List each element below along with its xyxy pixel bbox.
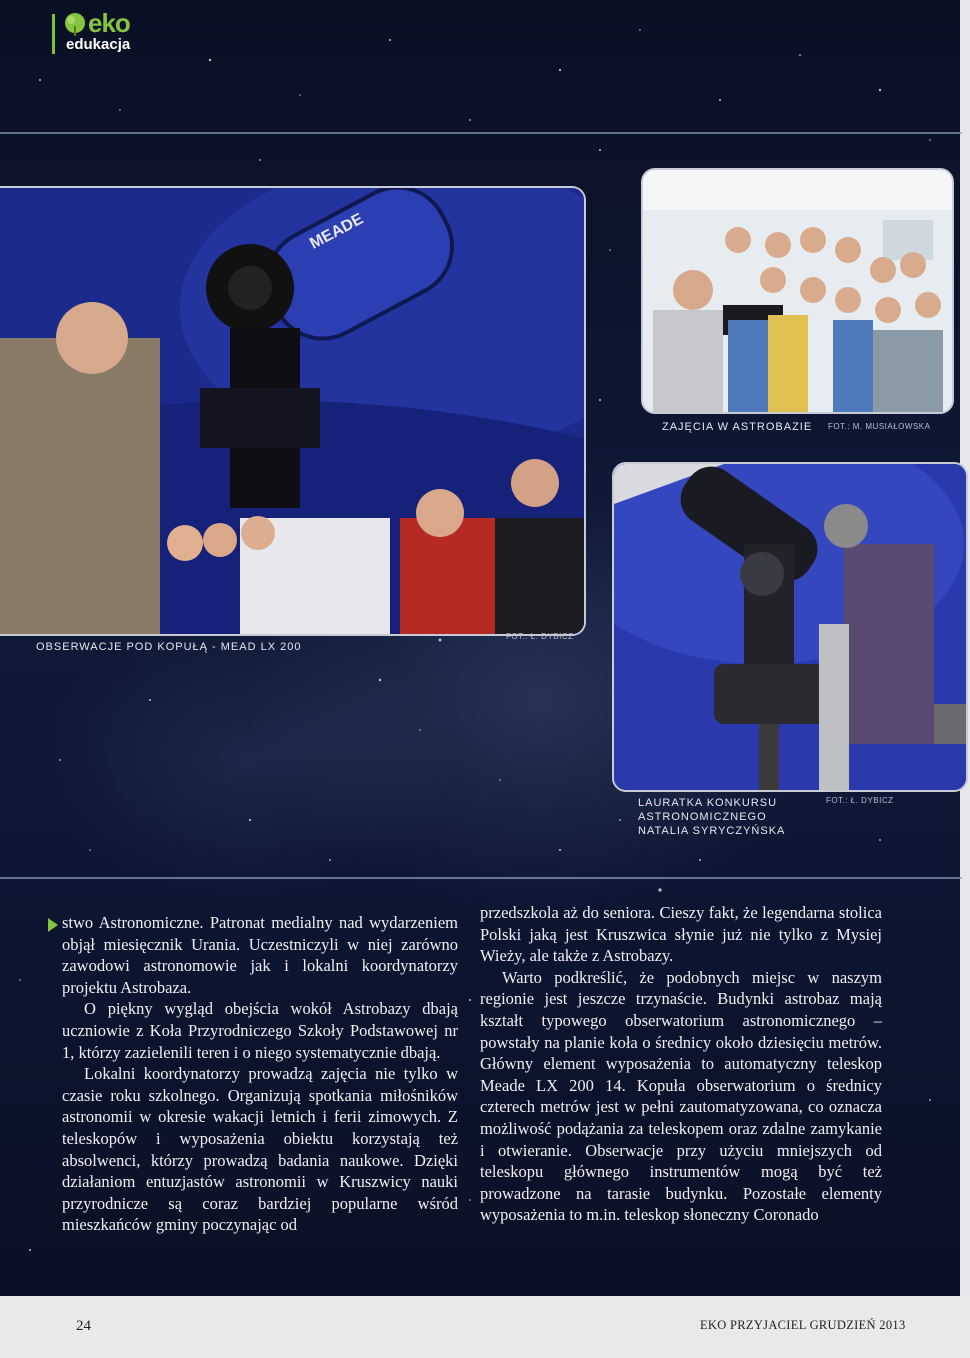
classroom-illustration (643, 170, 952, 412)
photo-contest-laureate (612, 462, 968, 792)
logo-eko: eko (88, 8, 130, 38)
photo3-caption (638, 796, 785, 838)
photo3-caption-line2: ASTRONOMICZNEGO (638, 811, 767, 823)
laureate-telescope-illustration (614, 464, 966, 790)
photo3-credit: FOT.: Ł. DYBICZ (826, 796, 894, 805)
article-column-2 (480, 902, 882, 1226)
photo3-caption-line1: LAURATKA KONKURSU (638, 797, 778, 809)
photo-dome-observation (0, 186, 586, 636)
header-divider (0, 132, 962, 134)
photo2-credit: FOT.: M. MUSIAŁOWSKA (828, 422, 931, 431)
paragraph: przedszkola aż do seniora. Cieszy fakt, że legendarna stolica Polski jaką jest Kruszwica słynie już nie tylko z Mysiej Wieży, ale także z Astrobazy. (480, 903, 882, 966)
article-column-1 (62, 912, 458, 1236)
photo-astrobaza-class (641, 168, 954, 414)
telescope-brand-label: MEADE (307, 210, 367, 253)
paragraph: Warto podkreślić, że podobnych miejsc w naszym regionie jest jeszcze trzynaście. Budynki astrobaz mają kształt typowego obserwatorium astronomicznego – powstały na planie koła o średnicy około dziesięciu metrów. Główny element wyposażenia to automatyczny teleskop Meade LX 200 14. Kopuła obserwatorium o średnicy czterech metrów jest w pełni zautomatyzowana, co oznacza możliwość podążania za teleskopem oraz zdalne zamykanie i otwieranie. Obserwacje przy użyciu mniejszych od teleskopu głównego instrumentów mogą być też prowadzone na tarasie budynku. Pozostałe elementy wyposażenia to m.in. teleskop słoneczny Coronado (480, 967, 882, 1225)
logo-accent-bar (52, 14, 55, 54)
tree-leaf-icon (62, 12, 88, 38)
photo3-caption-line3: NATALIA SYRYCZYŃSKA (638, 825, 786, 837)
paragraph: O piękny wygląd obejścia wokół Astrobazy dbają uczniowie z Koła Przyrodniczego Szkoły Podstawowej nr 1, którzy zazielenili teren i o niego systematycznie dbają. (62, 999, 458, 1062)
paragraph: Lokalni koordynatorzy prowadzą zajęcia nie tylko w czasie roku szkolnego. Organizują spotkania miłośników astronomii w okresie wakacji letnich i ferii zimowych. Z teleskopów i wyposażenia obiektu korzystają też absolwenci, którzy prowadzą badania naukowe. Dzięki działaniom entuzjastów astronomii w Kruszwicy nauki przyrodnicze są coraz bardziej popularne wśród mieszkańców gminy poczynając od (62, 1064, 458, 1235)
text-divider (0, 877, 962, 879)
dome-telescope-illustration (0, 188, 584, 634)
continuation-arrow-icon (48, 918, 58, 932)
photo1-credit: FOT.: Ł. DYBICZ (506, 632, 574, 641)
page-number: 24 (76, 1318, 91, 1334)
paragraph: stwo Astronomiczne. Patronat medialny nad wydarzeniem objął miesięcznik Urania. Uczestniczyli w niej zarówno zawodowi astronomowie jak i lokalni koordynatorzy projektu Astrobaza. (62, 913, 458, 997)
photo2-caption: ZAJĘCIA W ASTROBAZIE (662, 421, 813, 433)
photo1-caption: OBSERWACJE POD KOPUŁĄ - MEAD LX 200 (36, 641, 302, 653)
magazine-issue: EKO PRZYJACIEL GRUDZIEŃ 2013 (700, 1318, 906, 1332)
logo-edukacja: edukacja (66, 36, 131, 53)
